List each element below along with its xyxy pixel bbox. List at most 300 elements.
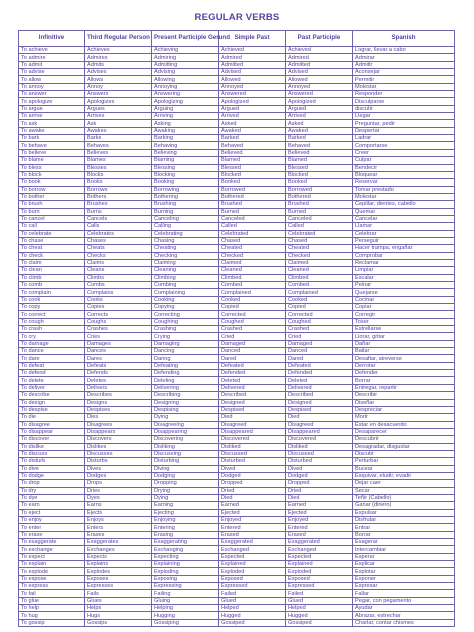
gerund-cell: Crying [152,333,219,340]
table-row [19,414,455,421]
spanish-cell: Llegar [353,113,455,120]
gerund-cell: Expressing [152,583,219,590]
infinitive-cell: To discuss [19,450,85,457]
third-person-cell: Damages [85,340,152,347]
past-participle-cell: Dried [286,487,353,494]
third-person-cell: Admires [85,54,152,61]
infinitive-cell: To dance [19,348,85,355]
past-participle-cell: Expected [286,553,353,560]
spanish-cell: Limpiar [353,267,455,274]
simple-past-cell: Helped [219,605,286,612]
infinitive-cell: To cheat [19,245,85,252]
table-row [19,568,455,575]
third-person-cell: Discusses [85,450,152,457]
gerund-cell: Checking [152,252,219,259]
simple-past-cell: Expressed [219,583,286,590]
spanish-cell: Permitir [353,76,455,83]
table-row [19,105,455,112]
gerund-cell: Designing [152,399,219,406]
spanish-cell: Morir [353,414,455,421]
infinitive-cell: To despise [19,406,85,413]
past-participle-cell: Chased [286,237,353,244]
gerund-cell: Discovering [152,436,219,443]
table-row [19,392,455,399]
infinitive-cell: To achieve [19,47,85,54]
gerund-cell: Burning [152,208,219,215]
simple-past-cell: Coughed [219,318,286,325]
gerund-cell: Correcting [152,311,219,318]
simple-past-cell: Blamed [219,157,286,164]
past-participle-cell: Disliked [286,443,353,450]
infinitive-cell: To complain [19,289,85,296]
table-row [19,61,455,68]
gerund-cell: Dodging [152,472,219,479]
spanish-cell: Entregar, repartir [353,384,455,391]
third-person-cell: Enjoys [85,517,152,524]
past-participle-cell: Canceled [286,215,353,222]
third-person-cell: Exchanges [85,546,152,553]
gerund-cell: Behaving [152,142,219,149]
past-participle-cell: Blessed [286,164,353,171]
gerund-cell: Defending [152,370,219,377]
table-row [19,98,455,105]
table-row [19,333,455,340]
infinitive-cell: To hug [19,612,85,619]
third-person-cell: Dodges [85,472,152,479]
table-row [19,421,455,428]
gerund-cell: Exposing [152,575,219,582]
spanish-cell: Dejar caer [353,480,455,487]
header-row [19,31,455,47]
infinitive-cell: To crash [19,326,85,333]
third-person-cell: Believes [85,149,152,156]
table-row [19,237,455,244]
third-person-cell: Disagrees [85,421,152,428]
past-participle-cell: Danced [286,348,353,355]
infinitive-cell: To dry [19,487,85,494]
simple-past-cell: Bothered [219,193,286,200]
spanish-cell: Desaparecer [353,428,455,435]
past-participle-cell: Cleaned [286,267,353,274]
gerund-cell: Hugging [152,612,219,619]
infinitive-cell: To describe [19,392,85,399]
spanish-cell: Tomar prestado [353,186,455,193]
past-participle-cell: Earned [286,502,353,509]
third-person-cell: Explains [85,561,152,568]
simple-past-cell: Achieved [219,47,286,54]
spanish-cell: Dañar [353,340,455,347]
gerund-cell: Explaining [152,561,219,568]
past-participle-cell: Admired [286,54,353,61]
simple-past-cell: Exposed [219,575,286,582]
third-person-cell: Achieves [85,47,152,54]
past-participle-cell: Dodged [286,472,353,479]
simple-past-cell: Discussed [219,450,286,457]
gerund-cell: Daring [152,355,219,362]
column-header-gerund: Present Participle Gerund [152,31,219,47]
simple-past-cell: Disliked [219,443,286,450]
past-participle-cell: Believed [286,149,353,156]
simple-past-cell: Arrived [219,113,286,120]
third-person-cell: Crashes [85,326,152,333]
simple-past-cell: Admitted [219,61,286,68]
infinitive-cell: To cry [19,333,85,340]
past-participle-cell: Awaked [286,127,353,134]
past-participle-cell: Crashed [286,326,353,333]
past-participle-cell: Explained [286,561,353,568]
past-participle-cell: Expressed [286,583,353,590]
table-row [19,399,455,406]
spanish-cell: Culpar [353,157,455,164]
spanish-cell: Disfrutar [353,517,455,524]
third-person-cell: Earns [85,502,152,509]
infinitive-cell: To damage [19,340,85,347]
spanish-cell: Hacer trampa, engañar [353,245,455,252]
spanish-cell: Abrazar, estrechar [353,612,455,619]
third-person-cell: Exposes [85,575,152,582]
simple-past-cell: Cheated [219,245,286,252]
spanish-cell: Admirar [353,54,455,61]
table-row [19,47,455,54]
infinitive-cell: To explode [19,568,85,575]
spanish-cell: Comprobar [353,252,455,259]
spanish-cell: Derrotar [353,362,455,369]
third-person-cell: Disappears [85,428,152,435]
infinitive-cell: To book [19,179,85,186]
gerund-cell: Failing [152,590,219,597]
third-person-cell: Despises [85,406,152,413]
third-person-cell: Defeats [85,362,152,369]
infinitive-cell: To arrive [19,113,85,120]
simple-past-cell: Answered [219,91,286,98]
table-row [19,274,455,281]
infinitive-cell: To gossip [19,619,85,626]
table-row [19,208,455,215]
simple-past-cell: Booked [219,179,286,186]
spanish-cell: Despertar [353,127,455,134]
past-participle-cell: Brushed [286,201,353,208]
table-row [19,113,455,120]
third-person-cell: Designs [85,399,152,406]
spanish-cell: Borrar [353,377,455,384]
simple-past-cell: Described [219,392,286,399]
past-participle-cell: Complained [286,289,353,296]
table-row [19,171,455,178]
past-participle-cell: Glued [286,597,353,604]
third-person-cell: Cries [85,333,152,340]
past-participle-cell: Apologized [286,98,353,105]
table-row [19,553,455,560]
past-participle-cell: Coughed [286,318,353,325]
third-person-cell: Gossips [85,619,152,626]
spanish-cell: Estar en desacuerdo [353,421,455,428]
past-participle-cell: Entered [286,524,353,531]
table-row [19,179,455,186]
spanish-cell: Responder [353,91,455,98]
simple-past-cell: Defended [219,370,286,377]
spanish-cell: Pegar, con pegamento [353,597,455,604]
gerund-cell: Dancing [152,348,219,355]
table-row [19,561,455,568]
past-participle-cell: Booked [286,179,353,186]
past-participle-cell: Despised [286,406,353,413]
table-row [19,149,455,156]
infinitive-cell: To believe [19,149,85,156]
column-header-spanish: Spanish [353,31,455,47]
gerund-cell: Cooking [152,296,219,303]
simple-past-cell: Exploded [219,568,286,575]
table-row [19,91,455,98]
simple-past-cell: Died [219,414,286,421]
past-participle-cell: Hugged [286,612,353,619]
gerund-cell: Booking [152,179,219,186]
infinitive-cell: To blame [19,157,85,164]
past-participle-cell: Cheated [286,245,353,252]
simple-past-cell: Crashed [219,326,286,333]
table-row [19,494,455,501]
third-person-cell: Climbs [85,274,152,281]
spanish-cell: Ladrar [353,135,455,142]
table-row [19,370,455,377]
infinitive-cell: To answer [19,91,85,98]
simple-past-cell: Complained [219,289,286,296]
spanish-cell: Molestar [353,83,455,90]
table-row [19,69,455,76]
third-person-cell: Advises [85,69,152,76]
spanish-cell: Descubrir [353,436,455,443]
gerund-cell: Cheating [152,245,219,252]
spanish-cell: Cepillar, dientes, cabello [353,201,455,208]
past-participle-cell: Exposed [286,575,353,582]
simple-past-cell: Brushed [219,201,286,208]
simple-past-cell: Burned [219,208,286,215]
spanish-cell: Escalar [353,274,455,281]
infinitive-cell: To deliver [19,384,85,391]
simple-past-cell: Earned [219,502,286,509]
gerund-cell: Blocking [152,171,219,178]
third-person-cell: Glues [85,597,152,604]
spanish-cell: Peinar [353,282,455,289]
past-participle-cell: Discussed [286,450,353,457]
third-person-cell: Checks [85,252,152,259]
simple-past-cell: Exchanged [219,546,286,553]
third-person-cell: Dares [85,355,152,362]
infinitive-cell: To claim [19,259,85,266]
table-row [19,296,455,303]
past-participle-cell: Admitted [286,61,353,68]
simple-past-cell: Awaked [219,127,286,134]
past-participle-cell: Celebrated [286,230,353,237]
past-participle-cell: Failed [286,590,353,597]
infinitive-cell: To admit [19,61,85,68]
infinitive-cell: To advise [19,69,85,76]
third-person-cell: Books [85,179,152,186]
simple-past-cell: Claimed [219,259,286,266]
column-header-simple-past: Simple Past [219,31,286,47]
infinitive-cell: To design [19,399,85,406]
spanish-cell: Quejarse [353,289,455,296]
spanish-cell: Bailar [353,348,455,355]
gerund-cell: Dropping [152,480,219,487]
gerund-cell: Blessing [152,164,219,171]
infinitive-cell: To allow [19,76,85,83]
table-row [19,318,455,325]
table-row [19,465,455,472]
simple-past-cell: Cried [219,333,286,340]
infinitive-cell: To bark [19,135,85,142]
table-row [19,230,455,237]
third-person-cell: Bothers [85,193,152,200]
spanish-cell: Bloquear [353,171,455,178]
simple-past-cell: Failed [219,590,286,597]
table-row [19,164,455,171]
spanish-cell: Reclamar [353,259,455,266]
gerund-cell: Barking [152,135,219,142]
table-row [19,223,455,230]
infinitive-cell: To check [19,252,85,259]
past-participle-cell: Behaved [286,142,353,149]
past-participle-cell: Gossiped [286,619,353,626]
past-participle-cell: Enjoyed [286,517,353,524]
table-row [19,428,455,435]
past-participle-cell: Cooked [286,296,353,303]
third-person-cell: Borrows [85,186,152,193]
simple-past-cell: Blocked [219,171,286,178]
gerund-cell: Helping [152,605,219,612]
third-person-cell: Cancels [85,215,152,222]
third-person-cell: Describes [85,392,152,399]
third-person-cell: Exaggerates [85,539,152,546]
column-header-third-person: Third Regular Person [85,31,152,47]
infinitive-cell: To dare [19,355,85,362]
past-participle-cell: Exchanged [286,546,353,553]
gerund-cell: Cleaning [152,267,219,274]
past-participle-cell: Erased [286,531,353,538]
spanish-cell: Preguntar, pedir [353,120,455,127]
spanish-cell: Llamar [353,223,455,230]
gerund-cell: Climbing [152,274,219,281]
past-participle-cell: Dared [286,355,353,362]
infinitive-cell: To explain [19,561,85,568]
infinitive-cell: To cancel [19,215,85,222]
spanish-cell: Explotar [353,568,455,575]
simple-past-cell: Behaved [219,142,286,149]
gerund-cell: Discussing [152,450,219,457]
third-person-cell: Disturbs [85,458,152,465]
infinitive-cell: To borrow [19,186,85,193]
gerund-cell: Apologizing [152,98,219,105]
gerund-cell: Blaming [152,157,219,164]
simple-past-cell: Discovered [219,436,286,443]
gerund-cell: Dying [152,414,219,421]
gerund-cell: Awaking [152,127,219,134]
past-participle-cell: Arrived [286,113,353,120]
third-person-cell: Answers [85,91,152,98]
gerund-cell: Arguing [152,105,219,112]
spanish-cell: Copiar [353,304,455,311]
third-person-cell: Combs [85,282,152,289]
third-person-cell: Expects [85,553,152,560]
third-person-cell: Dances [85,348,152,355]
past-participle-cell: Disappeared [286,428,353,435]
infinitive-cell: To help [19,605,85,612]
simple-past-cell: Dodged [219,472,286,479]
table-row [19,348,455,355]
gerund-cell: Allowing [152,76,219,83]
past-participle-cell: Combed [286,282,353,289]
simple-past-cell: Barked [219,135,286,142]
infinitive-cell: To comb [19,282,85,289]
third-person-cell: Dislikes [85,443,152,450]
past-participle-cell: Bothered [286,193,353,200]
table-row [19,612,455,619]
third-person-cell: Defends [85,370,152,377]
gerund-cell: Describing [152,392,219,399]
past-participle-cell: Dropped [286,480,353,487]
simple-past-cell: Blessed [219,164,286,171]
table-row [19,509,455,516]
spanish-cell: Defender [353,370,455,377]
table-row [19,282,455,289]
past-participle-cell: Claimed [286,259,353,266]
infinitive-cell: To awake [19,127,85,134]
infinitive-cell: To expect [19,553,85,560]
past-participle-cell: Borrowed [286,186,353,193]
simple-past-cell: Advised [219,69,286,76]
infinitive-cell: To fail [19,590,85,597]
table-row [19,215,455,222]
gerund-cell: Celebrating [152,230,219,237]
table-row [19,480,455,487]
third-person-cell: Blames [85,157,152,164]
gerund-cell: Gossiping [152,619,219,626]
spanish-cell: Describir [353,392,455,399]
table-row [19,619,455,626]
infinitive-cell: To apologize [19,98,85,105]
gerund-cell: Despising [152,406,219,413]
gerund-cell: Entering [152,524,219,531]
spanish-cell: Exagerar [353,539,455,546]
spanish-cell: Perturbar [353,458,455,465]
past-participle-cell: Barked [286,135,353,142]
simple-past-cell: Cooked [219,296,286,303]
past-participle-cell: Answered [286,91,353,98]
spanish-cell: Quemar [353,208,455,215]
simple-past-cell: Checked [219,252,286,259]
simple-past-cell: Called [219,223,286,230]
infinitive-cell: To block [19,171,85,178]
infinitive-cell: To disagree [19,421,85,428]
simple-past-cell: Argued [219,105,286,112]
table-row [19,127,455,134]
spanish-cell: Fallar [353,590,455,597]
table-row [19,142,455,149]
gerund-cell: Borrowing [152,186,219,193]
table-row [19,502,455,509]
table-row [19,450,455,457]
third-person-cell: Allows [85,76,152,83]
past-participle-cell: Asked [286,120,353,127]
third-person-cell: Chases [85,237,152,244]
simple-past-cell: Chased [219,237,286,244]
past-participle-cell: Corrected [286,311,353,318]
simple-past-cell: Apologized [219,98,286,105]
simple-past-cell: Disturbed [219,458,286,465]
third-person-cell: Cooks [85,296,152,303]
infinitive-cell: To earn [19,502,85,509]
table-row [19,340,455,347]
simple-past-cell: Borrowed [219,186,286,193]
